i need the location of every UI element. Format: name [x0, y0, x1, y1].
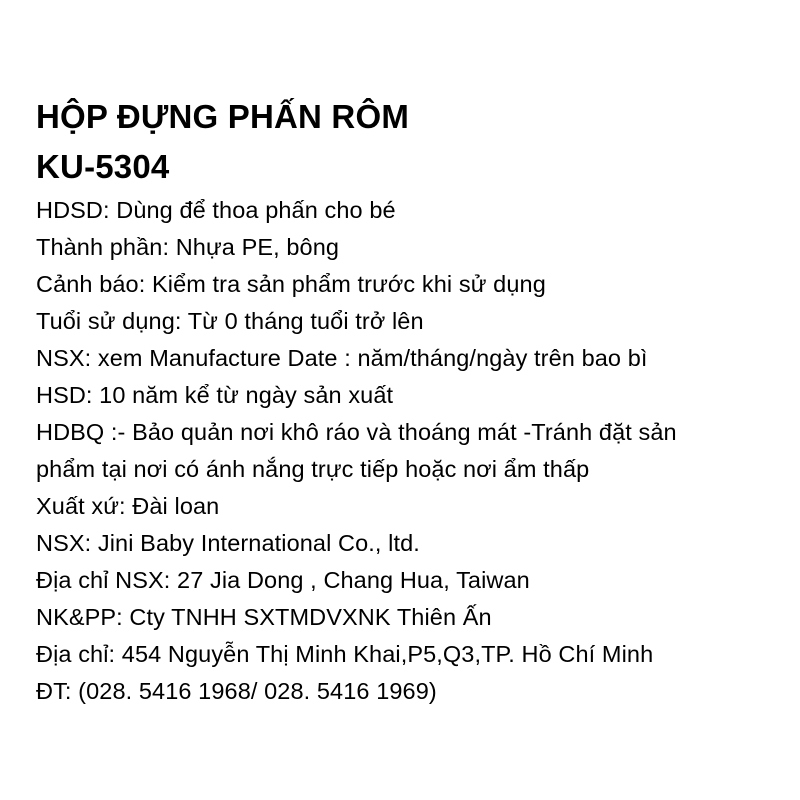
storage-instructions-line: HDBQ :- Bảo quản nơi khô ráo và thoáng mát -Tránh đặt sản: [36, 419, 677, 445]
product-label: [36, 92, 776, 710]
usage-instructions-line: HDSD: Dùng để thoa phấn cho bé: [36, 197, 396, 223]
warning-line: Cảnh báo: Kiểm tra sản phẩm trước khi sử dụng: [36, 271, 546, 297]
importer-line: NK&PP: Cty TNHH SXTMDVXNK Thiên Ấn: [36, 604, 492, 630]
manufacturer-line: NSX: Jini Baby International Co., ltd.: [36, 530, 420, 556]
manufacture-date-line: NSX: xem Manufacture Date : năm/tháng/ngày trên bao bì: [36, 345, 648, 371]
product-info-list: [36, 192, 776, 710]
product-model-code: KU-5304: [36, 148, 170, 185]
importer-address-line: Địa chỉ: 454 Nguyễn Thị Minh Khai,P5,Q3,TP. Hồ Chí Minh: [36, 641, 654, 667]
manufacturer-address-line: Địa chỉ NSX: 27 Jia Dong , Chang Hua, Taiwan: [36, 567, 530, 593]
storage-instructions-continued-line: phẩm tại nơi có ánh nắng trực tiếp hoặc nơi ẩm thấp: [36, 456, 590, 482]
product-title: HỘP ĐỰNG PHẤN RÔM: [36, 98, 410, 135]
age-range-line: Tuổi sử dụng: Từ 0 tháng tuổi trở lên: [36, 308, 424, 334]
ingredients-line: Thành phần: Nhựa PE, bông: [36, 234, 340, 260]
origin-line: Xuất xứ: Đài loan: [36, 493, 220, 519]
phone-line: ĐT: (028. 5416 1968/ 028. 5416 1969): [36, 678, 437, 704]
expiry-line: HSD: 10 năm kể từ ngày sản xuất: [36, 382, 394, 408]
